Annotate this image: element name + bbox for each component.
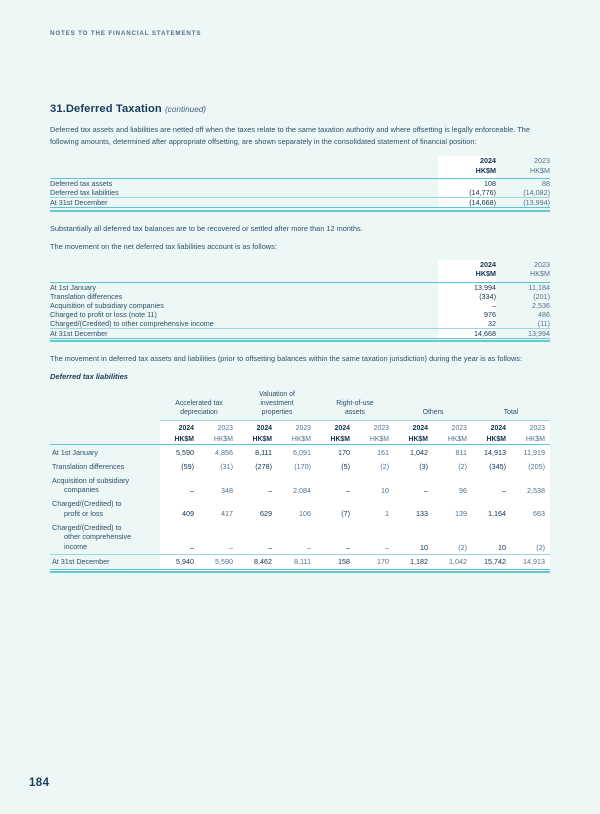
header-year-2023-rou: 2023 xyxy=(355,421,394,433)
header-year-2024-accelerated: 2024 xyxy=(160,421,199,433)
row-value-2023: – xyxy=(355,521,394,555)
header-year-2023-valuation: 2023 xyxy=(277,421,316,433)
header-year-2023-accelerated: 2023 xyxy=(199,421,238,433)
row-value-2024: 13,994 xyxy=(438,282,496,292)
header-units-2023-valuation: HK$M xyxy=(277,433,316,445)
row-value-2024: (3) xyxy=(394,459,433,473)
section-number-title: 31.Deferred Taxation xyxy=(50,103,162,115)
row-label: Charged/(Credited) to profit or loss xyxy=(52,499,122,518)
header-units-spacer xyxy=(50,269,438,282)
bottom-rule-cell xyxy=(238,569,277,572)
row-value-2024: 32 xyxy=(438,319,496,329)
header-year-2023: 2023 xyxy=(534,156,550,166)
row-value-2024: 14,913 xyxy=(472,445,511,459)
header-units-2024-others: HK$M xyxy=(394,433,433,445)
row-value-2023: 11,184 xyxy=(496,282,550,292)
row-value-2023: 161 xyxy=(355,445,394,459)
total-label: At 31st December xyxy=(50,328,438,338)
row-value-2023: – xyxy=(199,521,238,555)
total-value-2023: 14,913 xyxy=(511,554,550,569)
table-row xyxy=(50,459,550,473)
row-value-2024: (345) xyxy=(472,459,511,473)
table-row xyxy=(50,292,550,301)
paragraph-before-table3: The movement in deferred tax assets and liabilities (prior to offsetting balances within the same taxation jurisdiction) during the year is as follows: xyxy=(50,354,523,364)
row-value-2024: – xyxy=(238,473,277,497)
row-value-2023: 417 xyxy=(199,497,238,521)
row-value-2024: 108 xyxy=(438,179,496,189)
row-label: Charged to profit or loss (note 11) xyxy=(50,309,157,319)
group-header-accelerated-tax-depreciation: Accelerated tax depreciation xyxy=(160,390,238,421)
row-value-2024: 10 xyxy=(472,521,511,555)
header-units-spacer xyxy=(50,433,160,445)
row-label: Acquisition of subsidiary companies xyxy=(52,475,130,495)
bottom-rule-cell xyxy=(511,569,550,572)
header-units-2024-total: HK$M xyxy=(472,433,511,445)
group-header-valuation-of-investment-properties: Valuation of investment properties xyxy=(238,390,316,421)
row-value-2024: 10 xyxy=(394,521,433,555)
running-header: NOTES TO THE FINANCIAL STATEMENTS xyxy=(50,30,202,37)
bottom-rule-cell xyxy=(355,569,394,572)
group-header-spacer xyxy=(50,390,160,421)
bottom-rule-mid xyxy=(438,338,496,341)
table-row xyxy=(50,319,550,329)
row-value-2023: 348 xyxy=(199,473,238,497)
header-units-2024: HK$M xyxy=(438,269,496,282)
row-value-2024: – xyxy=(316,521,355,555)
content-column xyxy=(50,103,550,573)
total-value-2023: (13,994) xyxy=(496,198,550,208)
row-value-2024: (59) xyxy=(160,459,199,473)
header-year-2024: 2024 xyxy=(438,260,496,269)
table-total-row xyxy=(50,554,550,569)
header-units-2023-others: HK$M xyxy=(433,433,472,445)
bottom-rule-cell xyxy=(316,569,355,572)
paragraph-after-table1: Substantially all deferred tax balances are to be recovered or settled after more than 12 months. xyxy=(50,223,363,233)
bottom-rule-cell xyxy=(394,569,433,572)
row-value-2023: 6,091 xyxy=(277,445,316,459)
header-units-2023-total: HK$M xyxy=(511,433,550,445)
row-value-2024: – xyxy=(316,473,355,497)
row-value-2023: – xyxy=(277,521,316,555)
row-value-2024: 1,042 xyxy=(394,445,433,459)
row-value-2023: 11,919 xyxy=(511,445,550,459)
row-value-2023: 2,538 xyxy=(511,473,550,497)
table-bottom-rule xyxy=(50,208,550,211)
row-value-2024: (334) xyxy=(438,292,496,301)
bottom-rule-cell xyxy=(160,569,199,572)
section-continued-marker: (continued) xyxy=(165,105,207,114)
header-units-2023-accelerated: HK$M xyxy=(199,433,238,445)
table-row xyxy=(50,188,550,198)
row-value-2024: 8,111 xyxy=(238,445,277,459)
header-year-2024: 2024 xyxy=(438,156,496,165)
row-value-2024: (14,776) xyxy=(438,188,496,198)
header-year-2023: 2023 xyxy=(534,259,550,269)
row-value-2023: 88 xyxy=(496,179,550,189)
row-value-2023: (2) xyxy=(433,459,472,473)
row-value-2024: 409 xyxy=(160,497,199,521)
total-value-2023: 1,042 xyxy=(433,554,472,569)
row-value-2024: – xyxy=(160,521,199,555)
row-value-2023: (2) xyxy=(355,459,394,473)
paragraph-before-table2: The movement on the net deferred tax liabilities account is as follows: xyxy=(50,242,277,252)
header-year-2024-others: 2024 xyxy=(394,421,433,433)
total-value-2024: 15,742 xyxy=(472,554,511,569)
row-value-2024: (5) xyxy=(316,459,355,473)
row-value-2023: (14,082) xyxy=(523,188,550,198)
row-value-2024: 170 xyxy=(316,445,355,459)
bottom-rule-cell xyxy=(433,569,472,572)
row-value-2023: 2,084 xyxy=(277,473,316,497)
row-value-2024: 629 xyxy=(238,497,277,521)
row-label: At 1st January xyxy=(50,445,160,459)
table-row xyxy=(50,497,550,521)
total-value-2023: 8,111 xyxy=(277,554,316,569)
table-bottom-rule xyxy=(50,569,550,572)
table-header-units-row xyxy=(50,166,550,179)
row-value-2024: – xyxy=(160,473,199,497)
row-value-2024: 976 xyxy=(438,310,496,319)
bottom-rule-mid xyxy=(438,208,496,211)
table-bottom-rule xyxy=(50,338,550,341)
row-value-2023: (2) xyxy=(511,521,550,555)
total-value-2024: 14,668 xyxy=(438,328,496,338)
row-label: Translation differences xyxy=(50,291,123,301)
bottom-rule-cell xyxy=(472,569,511,572)
header-units-2023: HK$M xyxy=(530,165,550,175)
bottom-rule-cell xyxy=(277,569,316,572)
row-label: Translation differences xyxy=(52,461,125,471)
group-header-others: Others xyxy=(394,390,472,421)
table-row xyxy=(50,445,550,459)
total-value-2023: 170 xyxy=(355,554,394,569)
table-total-row xyxy=(50,198,550,208)
table-row xyxy=(50,521,550,555)
header-year-2024-rou: 2024 xyxy=(316,421,355,433)
header-units-2024-valuation: HK$M xyxy=(238,433,277,445)
header-year-2023-others: 2023 xyxy=(433,421,472,433)
page-title xyxy=(50,103,550,115)
row-value-2024: 5,590 xyxy=(160,445,199,459)
row-value-2023: (170) xyxy=(277,459,316,473)
table-header-row xyxy=(50,156,550,165)
row-value-2024: (278) xyxy=(238,459,277,473)
table-group-header-row xyxy=(50,390,550,421)
total-value-2024: 1,182 xyxy=(394,554,433,569)
subheading-deferred-tax-liabilities: Deferred tax liabilities xyxy=(50,371,128,381)
row-value-2023: 4,856 xyxy=(199,445,238,459)
table-header-row xyxy=(50,260,550,269)
row-value-2023: (11) xyxy=(537,318,550,328)
total-value-2024: 5,940 xyxy=(160,554,199,569)
row-label: Deferred tax assets xyxy=(50,179,438,189)
row-value-2023: (31) xyxy=(199,459,238,473)
table-header-units-row xyxy=(50,269,550,282)
row-value-2024: – xyxy=(238,521,277,555)
header-units-spacer xyxy=(50,166,438,179)
table-body xyxy=(50,445,550,572)
bottom-rule-cell xyxy=(50,569,160,572)
row-value-2023: 663 xyxy=(511,497,550,521)
header-spacer xyxy=(50,260,438,269)
row-value-2024: – xyxy=(394,473,433,497)
row-value-2023: 1 xyxy=(355,497,394,521)
total-value-2024: 158 xyxy=(316,554,355,569)
header-year-spacer xyxy=(50,421,160,433)
group-header-right-of-use-assets: Right-of-use assets xyxy=(316,390,394,421)
header-year-2024-total: 2024 xyxy=(472,421,511,433)
row-value-2023: (201) xyxy=(533,291,550,301)
row-value-2023: 106 xyxy=(277,497,316,521)
row-label: At 1st January xyxy=(50,282,438,292)
total-label: At 31st December xyxy=(50,554,160,569)
page-number: 184 xyxy=(29,777,50,789)
row-value-2024: (7) xyxy=(316,497,355,521)
bottom-rule-cell xyxy=(199,569,238,572)
row-value-2024: 133 xyxy=(394,497,433,521)
intro-paragraph: Deferred tax assets and liabilities are netted off when the taxes relate to the same taxation authority and where offsetting is legally enforceable. The following amounts, determined after appropriate offsetting, are shown separately in the consolidated statement of financial position: xyxy=(50,125,530,146)
header-units-2023-rou: HK$M xyxy=(355,433,394,445)
total-value-2024: 8,462 xyxy=(238,554,277,569)
row-value-2023: (2) xyxy=(433,521,472,555)
bottom-rule-left xyxy=(50,338,438,341)
row-value-2024: – xyxy=(438,301,496,310)
table-header-units-row xyxy=(50,433,550,445)
header-units-2024-rou: HK$M xyxy=(316,433,355,445)
row-value-2024: – xyxy=(472,473,511,497)
table-header-year-row xyxy=(50,421,550,433)
total-value-2023: 5,590 xyxy=(199,554,238,569)
row-value-2023: 96 xyxy=(433,473,472,497)
table-row xyxy=(50,473,550,497)
header-units-2024-accelerated: HK$M xyxy=(160,433,199,445)
row-value-2023: (205) xyxy=(511,459,550,473)
table-row xyxy=(50,310,550,319)
header-spacer xyxy=(50,156,438,165)
header-units-2024: HK$M xyxy=(438,166,496,179)
bottom-rule-right xyxy=(496,338,550,341)
table-row xyxy=(50,179,550,189)
header-year-2023-total: 2023 xyxy=(511,421,550,433)
row-label: Acquisition of subsidiary companies xyxy=(50,300,164,310)
total-value-2024: (14,668) xyxy=(438,198,496,208)
bottom-rule-right xyxy=(496,208,550,211)
table-row xyxy=(50,301,550,310)
row-value-2023: 486 xyxy=(538,309,550,319)
table-net-deferred-tax-movement xyxy=(50,260,550,343)
table-total-row xyxy=(50,328,550,338)
header-units-2023: HK$M xyxy=(530,269,550,279)
bottom-rule-left xyxy=(50,208,438,211)
table-row xyxy=(50,282,550,292)
row-value-2023: 2,536 xyxy=(532,300,550,310)
row-value-2023: 139 xyxy=(433,497,472,521)
row-value-2023: 10 xyxy=(355,473,394,497)
total-value-2023: 13,994 xyxy=(496,328,550,338)
table-deferred-tax-liabilities-movement xyxy=(50,390,550,573)
total-label: At 31st December xyxy=(50,198,438,208)
row-value-2023: 811 xyxy=(433,445,472,459)
row-label: Deferred tax liabilities xyxy=(50,188,119,198)
row-label: Charged/(Credited) to other comprehensive income xyxy=(50,318,214,328)
row-label: Charged/(Credited) to other comprehensive income xyxy=(52,522,132,551)
table-deferred-tax-netted xyxy=(50,156,550,212)
row-value-2024: 1,164 xyxy=(472,497,511,521)
group-header-total: Total xyxy=(472,390,550,421)
header-year-2024-valuation: 2024 xyxy=(238,421,277,433)
